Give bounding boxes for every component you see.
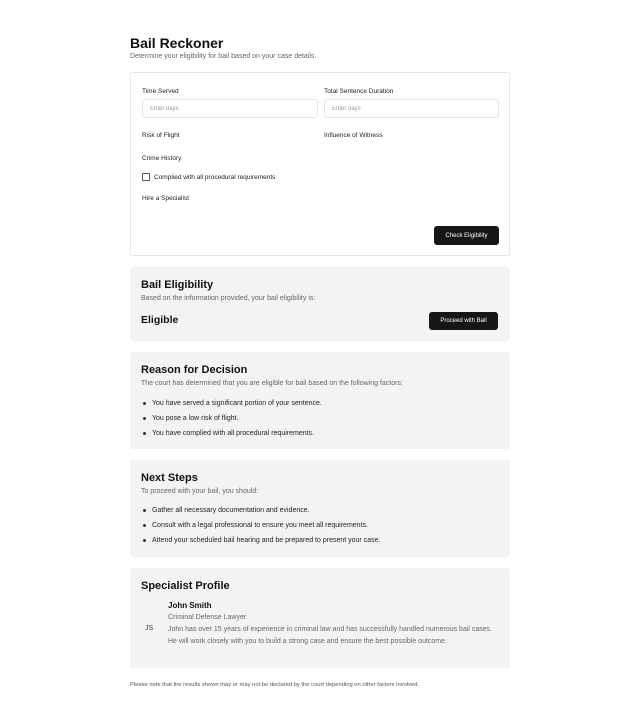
reason-panel — [130, 352, 510, 449]
specialist-name: John Smith — [168, 601, 212, 610]
specialist-title: Specialist Profile — [141, 580, 230, 592]
compliance-checkbox-label: Complied with all procedural requirements — [154, 173, 276, 181]
bail-eligibility-panel — [130, 267, 510, 341]
check-eligibility-button[interactable]: Check Eligibility — [434, 226, 499, 245]
total-sentence-label: Total Sentence Duration — [324, 88, 394, 95]
next-steps-panel — [130, 460, 510, 557]
compliance-checkbox[interactable] — [142, 173, 150, 181]
crime-history-label: Crime History — [142, 155, 182, 162]
eligibility-form — [130, 72, 510, 256]
footer-note: Please note that the results shown may or may not be declared by the court depending on other factors involved. — [130, 682, 420, 688]
reason-title: Reason for Decision — [141, 364, 248, 376]
avatar: JS — [145, 625, 154, 632]
specialist-role: Criminal Defense Lawyer — [168, 614, 247, 621]
time-served-input[interactable] — [142, 99, 318, 118]
list-item: Consult with a legal professional to ensure you meet all requirements. — [141, 518, 380, 533]
specialist-panel — [130, 568, 510, 668]
page-title: Bail Reckoner — [130, 35, 224, 51]
time-served-label: Time Served — [142, 88, 179, 95]
compliance-row[interactable] — [142, 173, 275, 181]
reason-subtitle: The court has determined that you are eligible for bail based on the following factors: — [141, 380, 403, 387]
list-item: You have complied with all procedural requirements. — [141, 426, 322, 441]
eligibility-result: Eligible — [141, 314, 179, 326]
total-sentence-input[interactable] — [324, 99, 499, 118]
specialist-bio: John has over 15 years of experience in criminal law and has successfully handled numerous bail cases. He will work closely with you to build a strong case and ensure the best possible outcome. — [168, 626, 493, 645]
page-subtitle: Determine your eligibility for bail based on your case details. — [130, 53, 317, 60]
influence-of-witness-label: Influence of Witness — [324, 132, 383, 139]
bail-eligibility-title: Bail Eligibility — [141, 279, 214, 291]
hire-specialist-label: Hire a Specialist — [142, 195, 189, 202]
risk-of-flight-label: Risk of Flight — [142, 132, 180, 139]
list-item: Attend your scheduled bail hearing and be prepared to present your case. — [141, 533, 380, 548]
list-item: Gather all necessary documentation and evidence. — [141, 503, 380, 518]
list-item: You pose a low risk of flight. — [141, 411, 322, 426]
next-steps-title: Next Steps — [141, 472, 198, 484]
bail-eligibility-subtitle: Based on the information provided, your bail eligibility is: — [141, 295, 316, 302]
next-steps-subtitle: To proceed with your bail, you should: — [141, 488, 259, 495]
list-item: You have served a significant portion of your sentence. — [141, 396, 322, 411]
proceed-with-bail-button[interactable]: Proceed with Bail — [429, 312, 498, 330]
next-steps-list — [141, 503, 380, 548]
reason-list — [141, 396, 322, 441]
